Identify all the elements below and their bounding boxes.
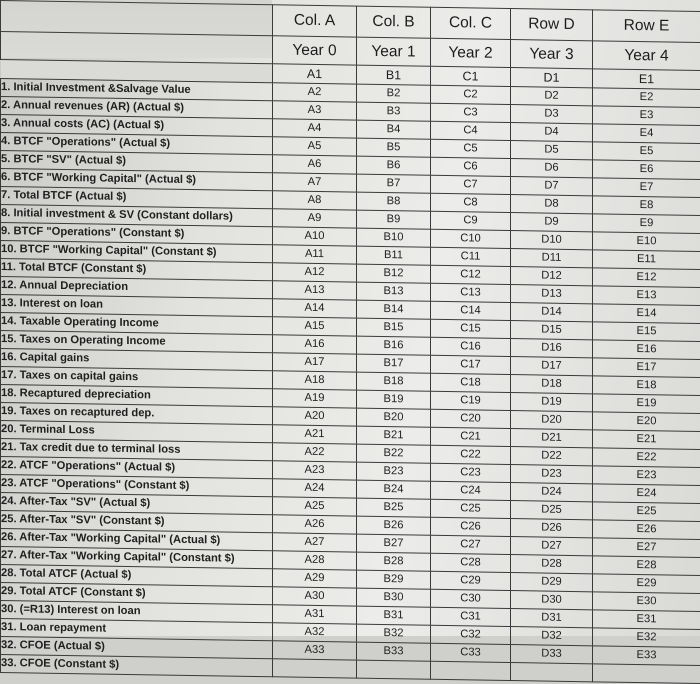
cell-b: B27: [357, 534, 431, 553]
cell-b: [357, 660, 431, 679]
row-label: 21. Tax credit due to terminal loss: [1, 439, 273, 461]
cell-d: D7: [511, 177, 593, 196]
cell-a: A22: [273, 443, 357, 462]
row-label: 15. Taxes on Operating Income: [1, 331, 273, 353]
cell-a: A16: [273, 335, 357, 354]
cell-d: D5: [511, 141, 593, 160]
cell-d: [511, 663, 593, 682]
cell-d: D14: [511, 303, 593, 322]
cell-d: D19: [511, 393, 593, 412]
cell-a: A15: [273, 317, 357, 336]
cell-b: B17: [357, 354, 431, 373]
cell-d: D2: [511, 87, 593, 106]
row-label: 4. BTCF "Operations" (Actual $): [1, 133, 273, 155]
cell-c: C10: [431, 229, 511, 248]
cell-e: E27: [593, 538, 700, 558]
cell-b: B21: [357, 426, 431, 445]
cell-a: A14: [273, 299, 357, 318]
cell-a: A2: [273, 83, 357, 102]
cell-c: C25: [431, 499, 511, 518]
cell-b: B28: [357, 552, 431, 571]
year-header-d: Year 3: [511, 40, 593, 69]
cell-a: A30: [273, 587, 357, 606]
cell-b: B31: [357, 606, 431, 625]
cell-c: C13: [431, 283, 511, 302]
cell-code-a: A1: [273, 64, 357, 84]
cell-e: E9: [593, 214, 700, 234]
cell-c: C19: [431, 391, 511, 410]
cell-c: C12: [431, 265, 511, 284]
cell-e: E8: [593, 196, 700, 216]
cell-c: C22: [431, 445, 511, 464]
cell-c: C27: [431, 535, 511, 554]
cell-d: D8: [511, 195, 593, 214]
cell-c: C26: [431, 517, 511, 536]
cell-c: C3: [431, 103, 511, 122]
cell-b: B22: [357, 444, 431, 463]
cell-e: [593, 664, 700, 684]
row-label: 31. Loan repayment: [1, 619, 273, 641]
year-header-c: Year 2: [431, 38, 511, 67]
cell-a: A10: [273, 227, 357, 246]
cell-b: B7: [357, 174, 431, 193]
cell-b: B16: [357, 336, 431, 355]
row-label: 26. After-Tax "Working Capital" (Actual $): [1, 529, 273, 551]
cell-e: E7: [593, 178, 700, 198]
cell-b: B18: [357, 372, 431, 391]
row-label: 20. Terminal Loss: [1, 421, 273, 443]
cell-a: A27: [273, 533, 357, 552]
row-label: 13. Interest on loan: [1, 295, 273, 317]
cell-e: E2: [593, 88, 700, 108]
table-body: [1, 60, 700, 684]
cell-b: B33: [357, 642, 431, 661]
cell-e: E17: [593, 358, 700, 378]
row-label: 18. Recaptured depreciation: [1, 385, 273, 407]
cell-d: D30: [511, 591, 593, 610]
row-label: 19. Taxes on recaptured dep.: [1, 403, 273, 425]
cell-a: A5: [273, 137, 357, 156]
cell-d: D24: [511, 483, 593, 502]
cell-a: A31: [273, 605, 357, 624]
row-label: 14. Taxable Operating Income: [1, 313, 273, 335]
cell-a: A17: [273, 353, 357, 372]
year-header-b: Year 1: [357, 37, 431, 66]
row-label: 6. BTCF "Working Capital" (Actual $): [1, 169, 273, 191]
cell-a: A20: [273, 407, 357, 426]
row-label: 33. CFOE (Constant $): [1, 655, 273, 677]
cell-b: B6: [357, 156, 431, 175]
cell-a: A4: [273, 119, 357, 138]
cell-a: A26: [273, 515, 357, 534]
cell-c: C30: [431, 589, 511, 608]
row-label: 3. Annual costs (AC) (Actual $): [1, 115, 273, 137]
cell-c: C4: [431, 121, 511, 140]
cell-d: D13: [511, 285, 593, 304]
cell-c: C2: [431, 85, 511, 104]
cell-e: E21: [593, 430, 700, 450]
row-label: 10. BTCF "Working Capital" (Constant $): [1, 241, 273, 263]
cell-d: D33: [511, 645, 593, 664]
cell-a: A25: [273, 497, 357, 516]
cell-e: E14: [593, 304, 700, 324]
cell-e: E12: [593, 268, 700, 288]
cell-c: C20: [431, 409, 511, 428]
corner-cell: [1, 32, 273, 64]
cell-b: B32: [357, 624, 431, 643]
cell-e: E13: [593, 286, 700, 306]
cell-c: C28: [431, 553, 511, 572]
cell-c: C32: [431, 625, 511, 644]
row-label: 22. ATCF "Operations" (Actual $): [1, 457, 273, 479]
cell-a: A24: [273, 479, 357, 498]
cell-a: A6: [273, 155, 357, 174]
cell-d: D11: [511, 249, 593, 268]
cell-code-c: C1: [431, 66, 511, 86]
cell-a: A28: [273, 551, 357, 570]
cell-e: E15: [593, 322, 700, 342]
cell-b: B5: [357, 138, 431, 157]
cell-e: E22: [593, 448, 700, 468]
cell-b: B10: [357, 228, 431, 247]
column-header-e: Row E: [593, 10, 700, 43]
cell-e: E28: [593, 556, 700, 576]
cell-a: A33: [273, 641, 357, 660]
cell-c: C24: [431, 481, 511, 500]
cell-d: D15: [511, 321, 593, 340]
cell-b: B8: [357, 192, 431, 211]
cell-d: D4: [511, 123, 593, 142]
cell-c: C33: [431, 643, 511, 662]
row-label: 29. Total ATCF (Constant $): [1, 583, 273, 605]
cell-a: A13: [273, 281, 357, 300]
cell-e: E29: [593, 574, 700, 594]
cell-d: D32: [511, 627, 593, 646]
cell-a: A3: [273, 101, 357, 120]
cell-d: D10: [511, 231, 593, 250]
cell-d: D31: [511, 609, 593, 628]
cell-d: D9: [511, 213, 593, 232]
row-label: 28. Total ATCF (Actual $): [1, 565, 273, 587]
cell-b: B25: [357, 498, 431, 517]
column-header-c: Col. C: [431, 7, 511, 39]
row-label: 30. (=R13) Interest on loan: [1, 601, 273, 623]
row-label: 8. Initial investment & SV (Constant dollars): [1, 205, 273, 227]
cell-b: B29: [357, 570, 431, 589]
cell-b: B4: [357, 120, 431, 139]
cell-b: B24: [357, 480, 431, 499]
cell-d: D27: [511, 537, 593, 556]
cell-c: C8: [431, 193, 511, 212]
cell-a: A21: [273, 425, 357, 444]
cell-e: E16: [593, 340, 700, 360]
cell-a: A12: [273, 263, 357, 282]
cell-b: B2: [357, 84, 431, 103]
cell-code-e: E1: [593, 69, 700, 90]
cell-d: D28: [511, 555, 593, 574]
cell-c: C6: [431, 157, 511, 176]
cell-e: E24: [593, 484, 700, 504]
cell-d: D17: [511, 357, 593, 376]
cell-d: D21: [511, 429, 593, 448]
cell-d: D6: [511, 159, 593, 178]
cell-d: D12: [511, 267, 593, 286]
column-header-b: Col. B: [357, 6, 431, 38]
cell-b: B26: [357, 516, 431, 535]
cell-d: D3: [511, 105, 593, 124]
cell-e: E20: [593, 412, 700, 432]
row-label: 7. Total BTCF (Actual $): [1, 187, 273, 209]
cell-c: C31: [431, 607, 511, 626]
cell-a: A19: [273, 389, 357, 408]
cell-code-d: D1: [511, 68, 593, 88]
row-label: 11. Total BTCF (Constant $): [1, 259, 273, 281]
cell-d: D18: [511, 375, 593, 394]
cell-d: D23: [511, 465, 593, 484]
cell-a: A23: [273, 461, 357, 480]
row-label: 2. Annual revenues (AR) (Actual $): [1, 97, 273, 119]
cell-e: E26: [593, 520, 700, 540]
cell-d: D22: [511, 447, 593, 466]
cell-e: E32: [593, 628, 700, 648]
row-label: 12. Annual Depreciation: [1, 277, 273, 299]
cell-a: A32: [273, 623, 357, 642]
cell-d: D29: [511, 573, 593, 592]
cell-d: D16: [511, 339, 593, 358]
row-label: 9. BTCF "Operations" (Constant $): [1, 223, 273, 245]
cell-b: B9: [357, 210, 431, 229]
cell-b: B14: [357, 300, 431, 319]
cell-c: C17: [431, 355, 511, 374]
cell-e: E25: [593, 502, 700, 522]
cell-d: D25: [511, 501, 593, 520]
row-label: 1. Initial Investment &Salvage Value: [1, 79, 273, 101]
cell-a: A8: [273, 191, 357, 210]
cell-code-b: B1: [357, 65, 431, 85]
corner-cell: [1, 1, 273, 36]
cell-a: [273, 659, 357, 678]
cell-e: E11: [593, 250, 700, 270]
cell-b: B19: [357, 390, 431, 409]
cell-b: B15: [357, 318, 431, 337]
cell-d: D20: [511, 411, 593, 430]
cell-c: C7: [431, 175, 511, 194]
cell-c: C29: [431, 571, 511, 590]
cell-e: E19: [593, 394, 700, 414]
cell-b: B3: [357, 102, 431, 121]
column-header-d: Row D: [511, 9, 593, 41]
cell-b: B30: [357, 588, 431, 607]
cell-e: E5: [593, 142, 700, 162]
cell-e: E4: [593, 124, 700, 144]
cell-e: E18: [593, 376, 700, 396]
cell-a: A11: [273, 245, 357, 264]
cell-b: B13: [357, 282, 431, 301]
cell-e: E33: [593, 646, 700, 666]
cell-c: C23: [431, 463, 511, 482]
cell-c: C18: [431, 373, 511, 392]
row-label: 25. After-Tax "SV" (Constant $): [1, 511, 273, 533]
cell-c: C5: [431, 139, 511, 158]
cell-b: B12: [357, 264, 431, 283]
cell-c: C11: [431, 247, 511, 266]
cell-e: E23: [593, 466, 700, 486]
cell-e: E10: [593, 232, 700, 252]
cell-b: B11: [357, 246, 431, 265]
row-label: 17. Taxes on capital gains: [1, 367, 273, 389]
cell-e: E31: [593, 610, 700, 630]
cell-e: E3: [593, 106, 700, 126]
cell-c: [431, 661, 511, 680]
cell-b: B20: [357, 408, 431, 427]
cell-a: A7: [273, 173, 357, 192]
cell-c: C16: [431, 337, 511, 356]
cell-a: A9: [273, 209, 357, 228]
row-label: 32. CFOE (Actual $): [1, 637, 273, 659]
cell-a: A29: [273, 569, 357, 588]
row-label: 27. After-Tax "Working Capital" (Constant $): [1, 547, 273, 569]
row-label: 16. Capital gains: [1, 349, 273, 371]
column-header-a: Col. A: [273, 5, 357, 37]
cell-e: E6: [593, 160, 700, 180]
cell-e: E30: [593, 592, 700, 612]
cell-a: A18: [273, 371, 357, 390]
row-label: 5. BTCF "SV" (Actual $): [1, 151, 273, 173]
cell-d: D26: [511, 519, 593, 538]
cell-c: C14: [431, 301, 511, 320]
cell-b: B23: [357, 462, 431, 481]
cell-c: C9: [431, 211, 511, 230]
cell-c: C15: [431, 319, 511, 338]
year-header-a: Year 0: [273, 36, 357, 65]
year-header-e: Year 4: [593, 41, 700, 71]
row-label: 23. ATCF "Operations" (Constant $): [1, 475, 273, 497]
row-label: 24. After-Tax "SV" (Actual $): [1, 493, 273, 515]
cell-c: C21: [431, 427, 511, 446]
